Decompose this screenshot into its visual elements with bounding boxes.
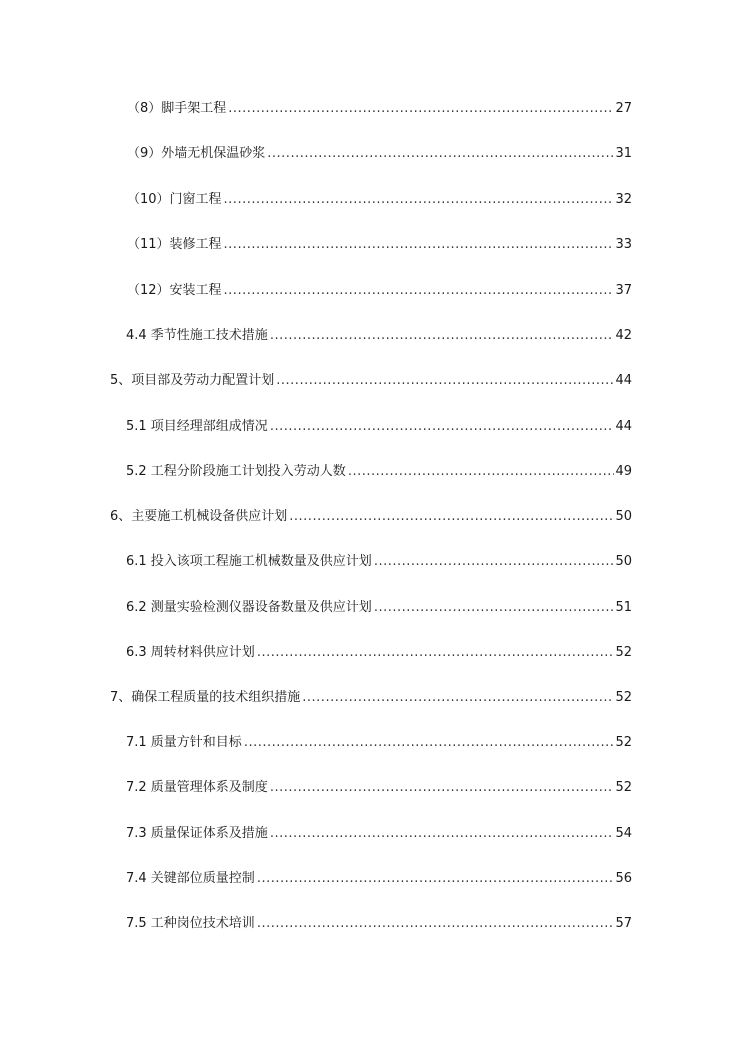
toc-leader-dots xyxy=(348,462,615,482)
toc-leader-dots xyxy=(270,417,615,437)
toc-page-number: 49 xyxy=(615,464,632,479)
toc-entry-label: 7.1 质量方针和目标 xyxy=(126,735,242,750)
toc-page-number: 54 xyxy=(615,826,632,841)
toc-page-number: 42 xyxy=(615,328,632,343)
toc-leader-dots xyxy=(374,598,615,618)
toc-leader-dots xyxy=(270,326,615,346)
toc-page-number: 56 xyxy=(615,871,632,886)
toc-entry-label: （12）安装工程 xyxy=(127,283,222,298)
toc-entry-label: 7、确保工程质量的技术组织措施 xyxy=(110,690,301,705)
toc-page-number: 44 xyxy=(615,419,632,434)
toc-entry-label: 5.2 工程分阶段施工计划投入劳动人数 xyxy=(126,464,346,479)
toc-leader-dots xyxy=(257,643,615,663)
toc-entry-label: 4.4 季节性施工技术措施 xyxy=(126,328,268,343)
toc-entry-label: 7.3 质量保证体系及措施 xyxy=(126,826,268,841)
toc-entry[interactable] xyxy=(126,824,632,844)
toc-page-number: 52 xyxy=(615,735,632,750)
toc-page-number: 52 xyxy=(615,780,632,795)
toc-entry[interactable] xyxy=(110,688,632,708)
toc-page-number: 50 xyxy=(615,554,632,569)
toc-leader-dots xyxy=(224,190,615,210)
toc-entry[interactable] xyxy=(127,144,632,164)
toc-entry-label: 6.3 周转材料供应计划 xyxy=(126,645,255,660)
toc-leader-dots xyxy=(267,144,614,164)
toc-page-number: 50 xyxy=(615,509,632,524)
toc-leader-dots xyxy=(224,235,615,255)
toc-entry[interactable] xyxy=(127,190,632,210)
toc-entry[interactable] xyxy=(126,778,632,798)
toc-leader-dots xyxy=(257,869,615,889)
toc-entry-label: 6.2 测量实验检测仪器设备数量及供应计划 xyxy=(126,600,372,615)
toc-entry-label: 5.1 项目经理部组成情况 xyxy=(126,419,268,434)
toc-page-number: 37 xyxy=(615,283,632,298)
toc-page-number: 31 xyxy=(615,146,632,161)
toc-page-number: 51 xyxy=(615,600,632,615)
toc-leader-dots xyxy=(270,824,615,844)
toc-page-number: 27 xyxy=(615,101,632,116)
toc-page-number: 52 xyxy=(615,690,632,705)
toc-entry-label: 6、主要施工机械设备供应计划 xyxy=(110,509,288,524)
toc-leader-dots xyxy=(302,688,614,708)
toc-entry[interactable] xyxy=(126,552,632,572)
toc-leader-dots xyxy=(374,552,615,572)
toc-entry-label: 7.2 质量管理体系及制度 xyxy=(126,780,268,795)
toc-entry-label: （9）外墙无机保温砂浆 xyxy=(127,146,266,161)
toc-leader-dots xyxy=(270,778,615,798)
toc-leader-dots xyxy=(224,281,615,301)
toc-leader-dots xyxy=(244,733,615,753)
toc-entry[interactable] xyxy=(126,326,632,346)
toc-page-number: 44 xyxy=(615,373,632,388)
toc-leader-dots xyxy=(257,914,615,934)
toc-page-number: 57 xyxy=(615,916,632,931)
toc-entry[interactable] xyxy=(126,417,632,437)
toc-entry[interactable] xyxy=(126,914,632,934)
toc-entry-label: （11）装修工程 xyxy=(127,237,222,252)
toc-leader-dots xyxy=(276,371,614,391)
toc-page-number: 33 xyxy=(615,237,632,252)
toc-page-number: 32 xyxy=(615,192,632,207)
toc-leader-dots xyxy=(228,99,614,119)
toc-entry-label: 5、项目部及劳动力配置计划 xyxy=(110,373,275,388)
toc-entry[interactable] xyxy=(127,281,632,301)
toc-entry-label: （8）脚手架工程 xyxy=(127,101,227,116)
toc-entry-label: 7.5 工种岗位技术培训 xyxy=(126,916,255,931)
toc-page-number: 52 xyxy=(615,645,632,660)
toc-entry[interactable] xyxy=(126,462,632,482)
toc-leader-dots xyxy=(289,507,614,527)
toc-entry[interactable] xyxy=(110,371,632,391)
toc-entry-label: 6.1 投入该项工程施工机械数量及供应计划 xyxy=(126,554,372,569)
toc-entry[interactable] xyxy=(126,869,632,889)
toc-entry[interactable] xyxy=(126,643,632,663)
toc-entry[interactable] xyxy=(127,235,632,255)
toc-entry[interactable] xyxy=(126,598,632,618)
toc-entry[interactable] xyxy=(127,99,632,119)
toc-entry-label: （10）门窗工程 xyxy=(127,192,222,207)
toc-entry[interactable] xyxy=(126,733,632,753)
toc-entry-label: 7.4 关键部位质量控制 xyxy=(126,871,255,886)
toc-entry[interactable] xyxy=(110,507,632,527)
